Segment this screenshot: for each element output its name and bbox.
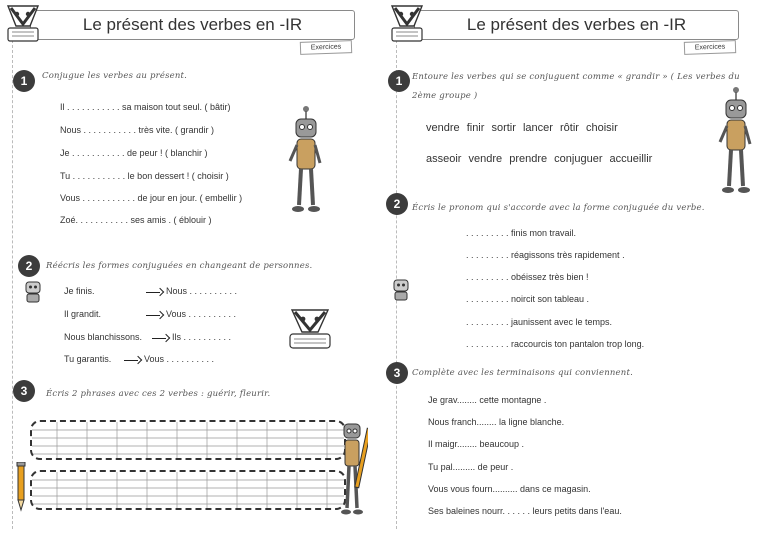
small-robot-icon: [390, 278, 412, 302]
right-exercise-3-line-2: Nous franch........ la ligne blanche.: [428, 417, 565, 427]
logo-icon: [0, 0, 46, 46]
right-exercise-2-line-3: . . . . . . . . . obéissez très bien !: [466, 272, 589, 282]
robot-icon: [288, 105, 322, 215]
right-exercise-3-line-6: Ses baleines nourr. . . . . . leurs petits dans l'eau.: [428, 506, 622, 516]
right-exercise-3-line-1: Je grav........ cette montagne .: [428, 395, 547, 405]
robot-icon: [718, 86, 752, 196]
left-page-header: [30, 10, 355, 52]
logo-icon: [384, 0, 430, 46]
exercise-1-line-4: Tu . . . . . . . . . . . le bon dessert ! ( choisir ): [60, 171, 229, 181]
arrow-icon: [124, 356, 142, 364]
verbs-row-1[interactable]: vendre finir sortir lancer rôtir choisir: [426, 122, 618, 134]
exercise-2-row-3-right: Ils . . . . . . . . . .: [172, 332, 232, 342]
pencil-icon: [14, 462, 28, 512]
exercise-1-line-5: Vous . . . . . . . . . . . de jour en jour. ( embellir ): [60, 193, 243, 203]
arrow-icon: [146, 288, 164, 296]
left-page-title: Le présent des verbes en -IR: [82, 15, 303, 34]
right-page-title: Le présent des verbes en -IR: [466, 15, 687, 34]
right-exercise-2-line-2: . . . . . . . . . réagissons très rapidement .: [466, 250, 625, 260]
right-page-header: [414, 10, 739, 52]
exercise-2-row-1: [64, 286, 238, 296]
exercise-1-line-2: Nous . . . . . . . . . . . très vite. ( grandir ): [60, 125, 215, 135]
writing-area-2[interactable]: [30, 470, 346, 510]
right-exercises-tag: Exercices: [684, 40, 736, 55]
right-exercise-2-line-6: . . . . . . . . . raccourcis ton pantalon trop long.: [466, 339, 645, 349]
right-exercise-3-line-3: Il maigr........ beaucoup .: [428, 439, 525, 449]
right-exercise-3-line-5: Vous vous fourn.......... dans ce magasin.: [428, 484, 591, 494]
right-exercise-1-badge: 1: [388, 70, 410, 92]
right-exercise-2-line-1: . . . . . . . . . finis mon travail.: [466, 228, 577, 238]
exercise-2-row-2-left: Il grandit.: [64, 309, 102, 319]
exercise-2-row-2-right: Vous . . . . . . . . . .: [166, 309, 237, 319]
arrow-icon: [152, 334, 170, 342]
logo-icon: [282, 306, 338, 352]
exercise-1-instruction: Conjugue les verbes au présent.: [42, 71, 188, 81]
arrow-icon: [146, 311, 164, 319]
exercise-2-row-2: [64, 309, 237, 319]
exercise-2-row-3-left: Nous blanchissons.: [64, 332, 143, 342]
right-exercise-2-instruction: Écris le pronom qui s'accorde avec la forme conjuguée du verbe.: [412, 203, 705, 213]
right-exercise-2-line-5: . . . . . . . . . jaunissent avec le temps.: [466, 317, 613, 327]
right-exercise-3-badge: 3: [386, 362, 408, 384]
exercise-3-instruction: Écris 2 phrases avec ces 2 verbes : guérir, fleurir.: [46, 389, 271, 399]
exercise-2-row-4-right: Vous . . . . . . . . . .: [144, 354, 215, 364]
exercise-2-row-3: [64, 332, 232, 342]
exercise-2-row-1-left: Je finis.: [64, 286, 95, 296]
writing-area-1[interactable]: [30, 420, 346, 460]
right-exercise-3-line-4: Tu pal......... de peur .: [428, 462, 514, 472]
right-worksheet-page: [384, 0, 768, 543]
left-exercises-tag: Exercices: [300, 40, 352, 55]
small-robot-icon: [22, 280, 44, 304]
exercise-2-row-4: [64, 354, 215, 364]
exercise-1-line-3: Je . . . . . . . . . . . de peur ! ( blanchir ): [60, 148, 208, 158]
exercise-3-badge: 3: [13, 380, 35, 402]
exercise-2-badge: 2: [18, 255, 40, 277]
exercise-1-line-6: Zoé. . . . . . . . . . . ses amis . ( éblouir ): [60, 215, 212, 225]
right-exercise-2-badge: 2: [386, 193, 408, 215]
right-exercise-2-line-4: . . . . . . . . . noircit son tableau .: [466, 294, 590, 304]
verbs-row-2[interactable]: asseoir vendre prendre conjuguer accueillir: [426, 153, 653, 165]
exercise-1-badge: 1: [13, 70, 35, 92]
exercise-2-row-4-left: Tu garantis.: [64, 354, 112, 364]
right-exercise-3-instruction: Complète avec les terminaisons qui conviennent.: [412, 368, 633, 378]
robot-with-pencil-icon: [334, 422, 368, 518]
exercise-2-row-1-right: Nous . . . . . . . . . .: [166, 286, 238, 296]
right-exercise-1-instruction: Entoure les verbes qui se conjuguent comme « grandir » ( Les verbes du 2ème groupe ): [412, 72, 740, 101]
exercise-1-line-1: Il . . . . . . . . . . . sa maison tout seul. ( bâtir): [60, 102, 231, 112]
exercise-2-instruction: Réécris les formes conjuguées en changeant de personnes.: [46, 261, 313, 271]
